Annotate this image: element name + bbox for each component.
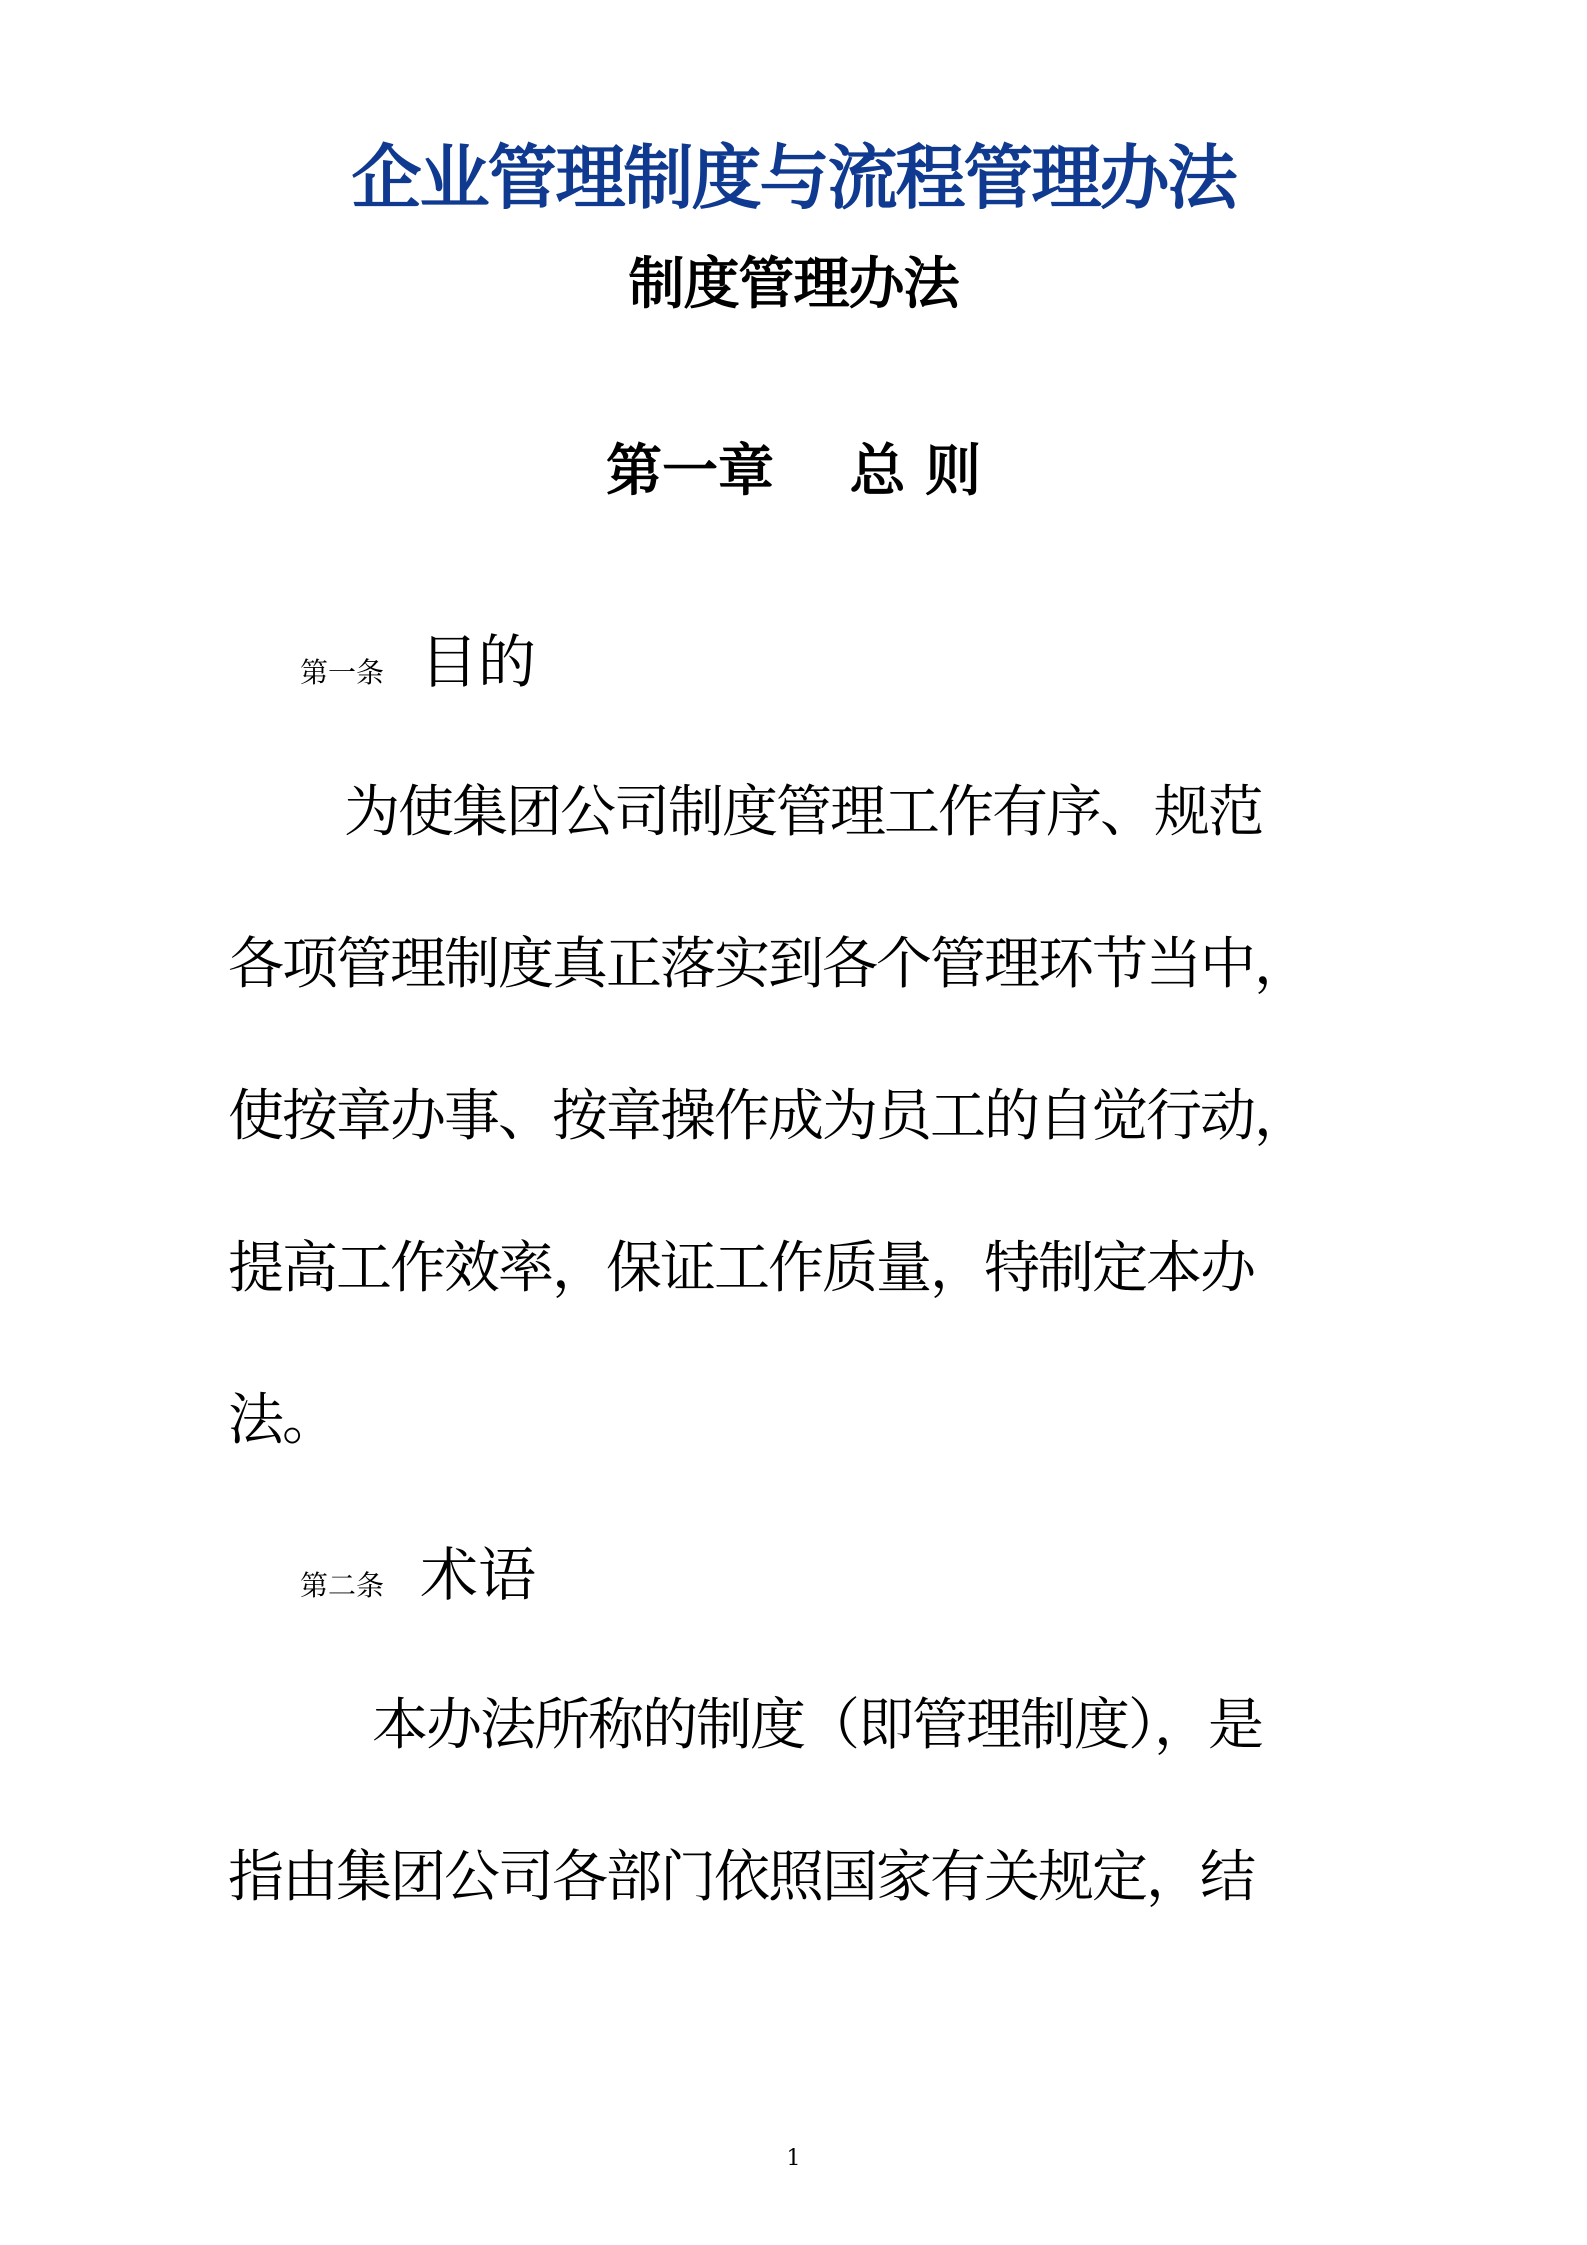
article-number: 第一条 xyxy=(300,656,385,689)
article-heading xyxy=(300,622,536,702)
paragraph-line: 本办法所称的制度（即管理制度），是 xyxy=(372,1693,1262,1758)
paragraph-line: 指由集团公司各部门依照国家有关规定，结 xyxy=(228,1845,1254,1910)
paragraph-line: 各项管理制度真正落实到各个管理环节当中， xyxy=(228,932,1308,997)
article-title: 目的 xyxy=(420,628,537,696)
paragraph-line: 使按章办事、按章操作成为员工的自觉行动， xyxy=(228,1084,1308,1149)
article-title: 术语 xyxy=(420,1541,537,1609)
document-title: 企业管理制度与流程管理办法 xyxy=(351,137,1236,219)
article-number: 第二条 xyxy=(300,1569,385,1602)
paragraph-line: 提高工作效率，保证工作质量，特制定本办 xyxy=(228,1236,1254,1301)
page-number: 1 xyxy=(786,2146,801,2171)
paragraph-line: 法。 xyxy=(228,1388,336,1453)
paragraph-line: 为使集团公司制度管理工作有序、规范 xyxy=(344,780,1262,845)
article-heading xyxy=(300,1535,536,1615)
chapter-heading: 第一章 总 则 xyxy=(606,439,981,504)
document-subtitle: 制度管理办法 xyxy=(628,252,959,317)
